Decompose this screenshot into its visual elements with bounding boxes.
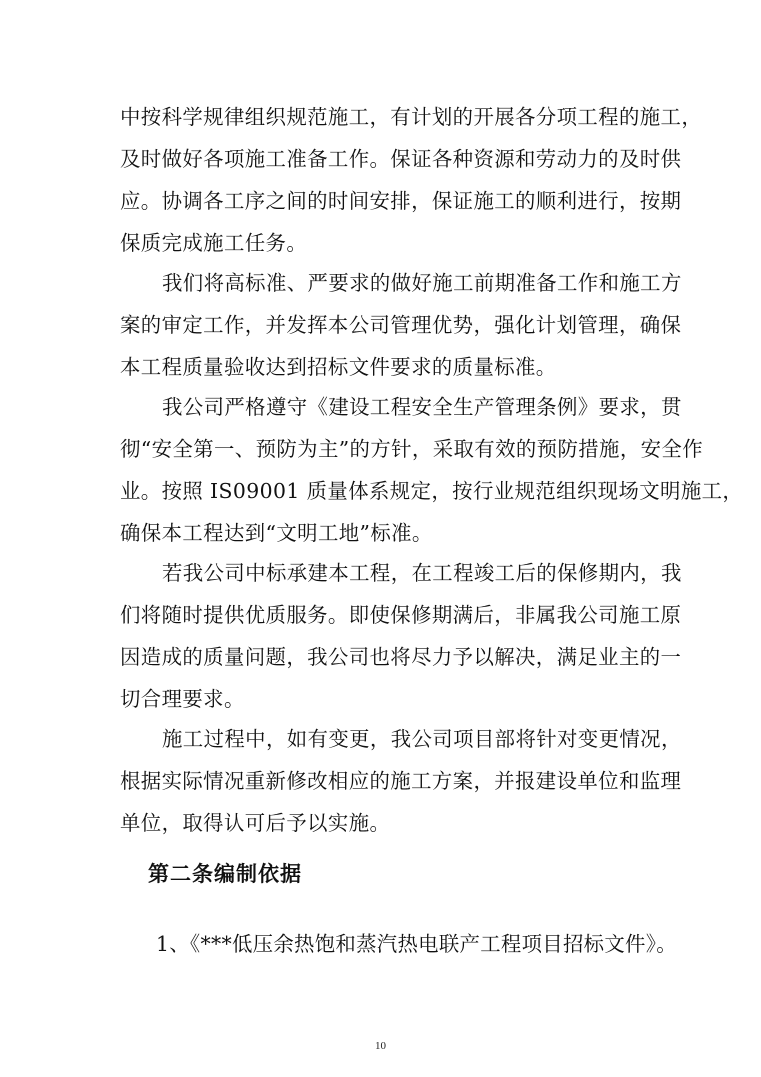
paragraph-line: 切合理要求。 [120,687,245,711]
paragraph-line: 及时做好各项施工准备工作。保证各种资源和劳动力的及时供 [120,147,682,171]
paragraph-line: 保质完成施工任务。 [120,231,308,255]
paragraph-line: 根据实际情况重新修改相应的施工方案，并报建设单位和监理 [120,769,682,793]
paragraph-2 [120,262,682,388]
paragraph-line: 彻“安全第一、预防为主”的方针，采取有效的预防措施，安全作 [120,437,703,461]
paragraph-line: 因造成的质量问题，我公司也将尽力予以解决，满足业主的一 [120,645,682,669]
paragraph-line: 应。协调各工序之间的时间安排，保证施工的顺利进行，按期 [120,189,682,213]
reference-list-item: 1、《***低压余热饱和蒸汽热电联产工程项目招标文件》。 [156,932,677,956]
paragraph-line: 我们将高标准、严要求的做好施工前期准备工作和施工方 [162,271,682,295]
paragraph-line: 案的审定工作，并发挥本公司管理优势，强化计划管理，确保 [120,313,682,337]
page-number: 10 [375,1040,386,1052]
paragraph-line: 们将随时提供优质服务。即使保修期满后，非属我公司施工原 [120,603,682,627]
paragraph-line: 中按科学规律组织规范施工，有计划的开展各分项工程的施工， [120,105,703,129]
paragraph-1 [120,96,703,264]
paragraph-4 [120,552,682,720]
paragraph-3 [120,386,744,554]
paragraph-line: 本工程质量验收达到招标文件要求的质量标准。 [120,355,557,379]
paragraph-5 [120,718,682,844]
paragraph-line: 确保本工程达到“文明工地”标准。 [120,521,433,545]
section-heading: 第二条编制依据 [148,862,302,886]
paragraph-line: 业。按照 IS09001 质量体系规定，按行业规范组织现场文明施工， [120,479,744,503]
paragraph-line: 若我公司中标承建本工程，在工程竣工后的保修期内，我 [162,561,682,585]
paragraph-line: 施工过程中，如有变更，我公司项目部将针对变更情况， [162,727,682,751]
paragraph-line: 我公司严格遵守《建设工程安全生产管理条例》要求，贯 [162,395,682,419]
paragraph-line: 单位，取得认可后予以实施。 [120,811,391,835]
